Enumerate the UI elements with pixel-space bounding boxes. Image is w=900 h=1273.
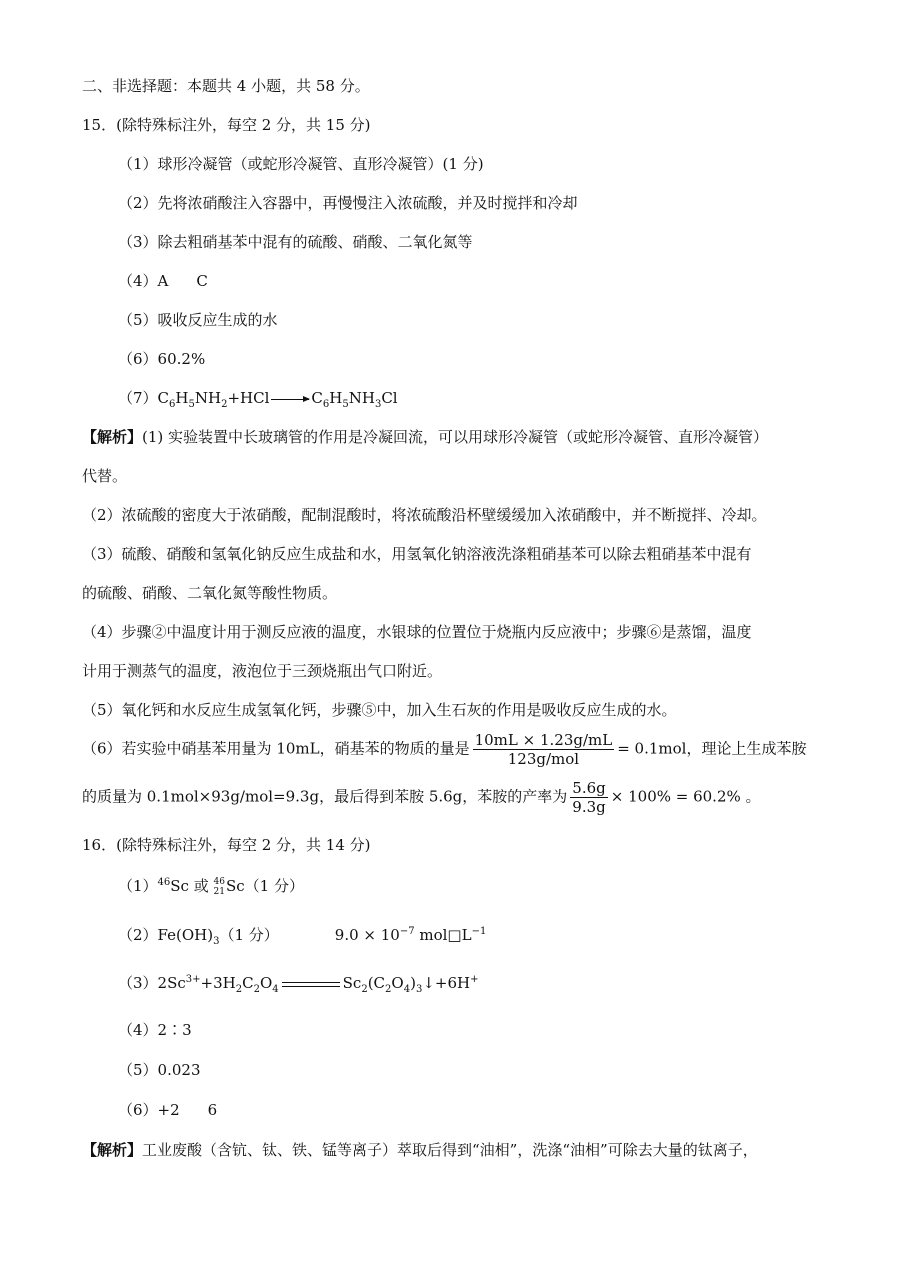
q15-explanation-5: （5）氧化钙和水反应生成氢氧化钙，步骤⑤中，加入生石灰的作用是吸收反应生成的水。: [82, 701, 677, 719]
q15-explanation-2: （2）浓硫酸的密度大于浓硝酸，配制混酸时，将浓硫酸沿杯壁缓缓加入浓硝酸中，并不断搅拌、冷却。: [82, 506, 767, 524]
q16-answer-4: （4）2∶3: [118, 1021, 192, 1039]
q16-header: 16．(除特殊标注外，每空 2 分，共 14 分): [82, 836, 371, 854]
q15-explanation-4b: 计用于测蒸气的温度，液泡位于三颈烧瓶出气口附近。: [82, 662, 443, 680]
q16-answer-6: （6）+2 6: [118, 1101, 218, 1119]
q16-answer-5: （5）0.023: [118, 1061, 201, 1079]
q15-explanation-6b: 的质量为 0.1mol×93g/mol=9.3g，最后得到苯胺 5.6g，苯胺的产率为 $\frac{5.6g}{9.3g}$ × 100% = 60.2% 。: [82, 779, 761, 816]
q16-answer-1: $(1)^{46}Sc$ 或 46 21 Sc（1 分）: [118, 877, 304, 897]
q15-explanation-4: （4）步骤②中温度计用于测反应液的温度，水银球的位置位于烧瓶内反应液中；步骤⑥是蒸馏，温度: [82, 623, 752, 641]
q15-answer-2: （2）先将浓硝酸注入容器中，再慢慢注入浓硫酸，并及时搅拌和冷却: [118, 194, 578, 212]
q15-explanation-3b: 的硫酸、硝酸、二氧化氮等酸性物质。: [82, 584, 338, 602]
q15-explanation-6: （6）若实验中硝基苯用量为 10mL，硝基苯的物质的量是 $\frac{10mL \times 1.23g/mL}{\text{123g/mol}}$ = 0.1mol，理论上生成苯胺: [82, 731, 807, 768]
moles-fraction: $\frac{10mL \times 1.23g/mL}{\text{123g/mol}}$: [474, 731, 613, 768]
yield-fraction: $\frac{5.6g}{9.3g}$: [572, 779, 606, 816]
q15-explanation-3: （3）硫酸、硝酸和氢氧化钠反应生成盐和水，用氢氧化钠溶液洗涤粗硝基苯可以除去粗硝基苯中混有: [82, 545, 752, 563]
q16-answer-3: $(3)2Sc^{3+}+3H_2C_2O_4$ $Sc_2(C_2O_4)_3↓+6H^+$: [118, 974, 479, 995]
q15-explanation-1: 【解析】(1) 实验装置中长玻璃管的作用是冷凝回流，可以用球形冷凝管（或蛇形冷凝管、直形冷凝管）: [82, 428, 769, 446]
reaction-arrow: [271, 399, 309, 400]
q15-answer-7: $(7)C_6H_5NH_2+HCl$ $C_6H_5NH_3Cl$: [118, 389, 398, 410]
q15-answer-1: （1）球形冷凝管（或蛇形冷凝管、直形冷凝管）(1 分): [118, 155, 484, 173]
q15-answer-6: （6）60.2%: [118, 350, 206, 368]
q16-explanation: 【解析】工业废酸（含钪、钛、铁、锰等离子）萃取后得到“油相”，洗涤“油相”可除去大量的钛离子，: [82, 1141, 758, 1159]
q15-explanation-1b: 代替。: [82, 467, 128, 485]
q15-answer-4: （4）A C: [118, 272, 208, 290]
q15-answer-5: （5）吸收反应生成的水: [118, 311, 278, 329]
q15-header: 15．(除特殊标注外，每空 2 分，共 15 分): [82, 116, 371, 134]
q16-answer-2: $(2)Fe(OH)_3(1$ 分） $9.0 \times 10^{-7}$ $mol□L^{-1}$: [118, 926, 487, 947]
isotope-notation: 46 21: [213, 877, 225, 897]
section-header: 二、非选择题：本题共 4 小题，共 58 分。: [82, 77, 370, 95]
equals-sign-double-line: [282, 982, 340, 987]
q15-answer-3: （3）除去粗硝基苯中混有的硫酸、硝酸、二氧化氮等: [118, 233, 473, 251]
